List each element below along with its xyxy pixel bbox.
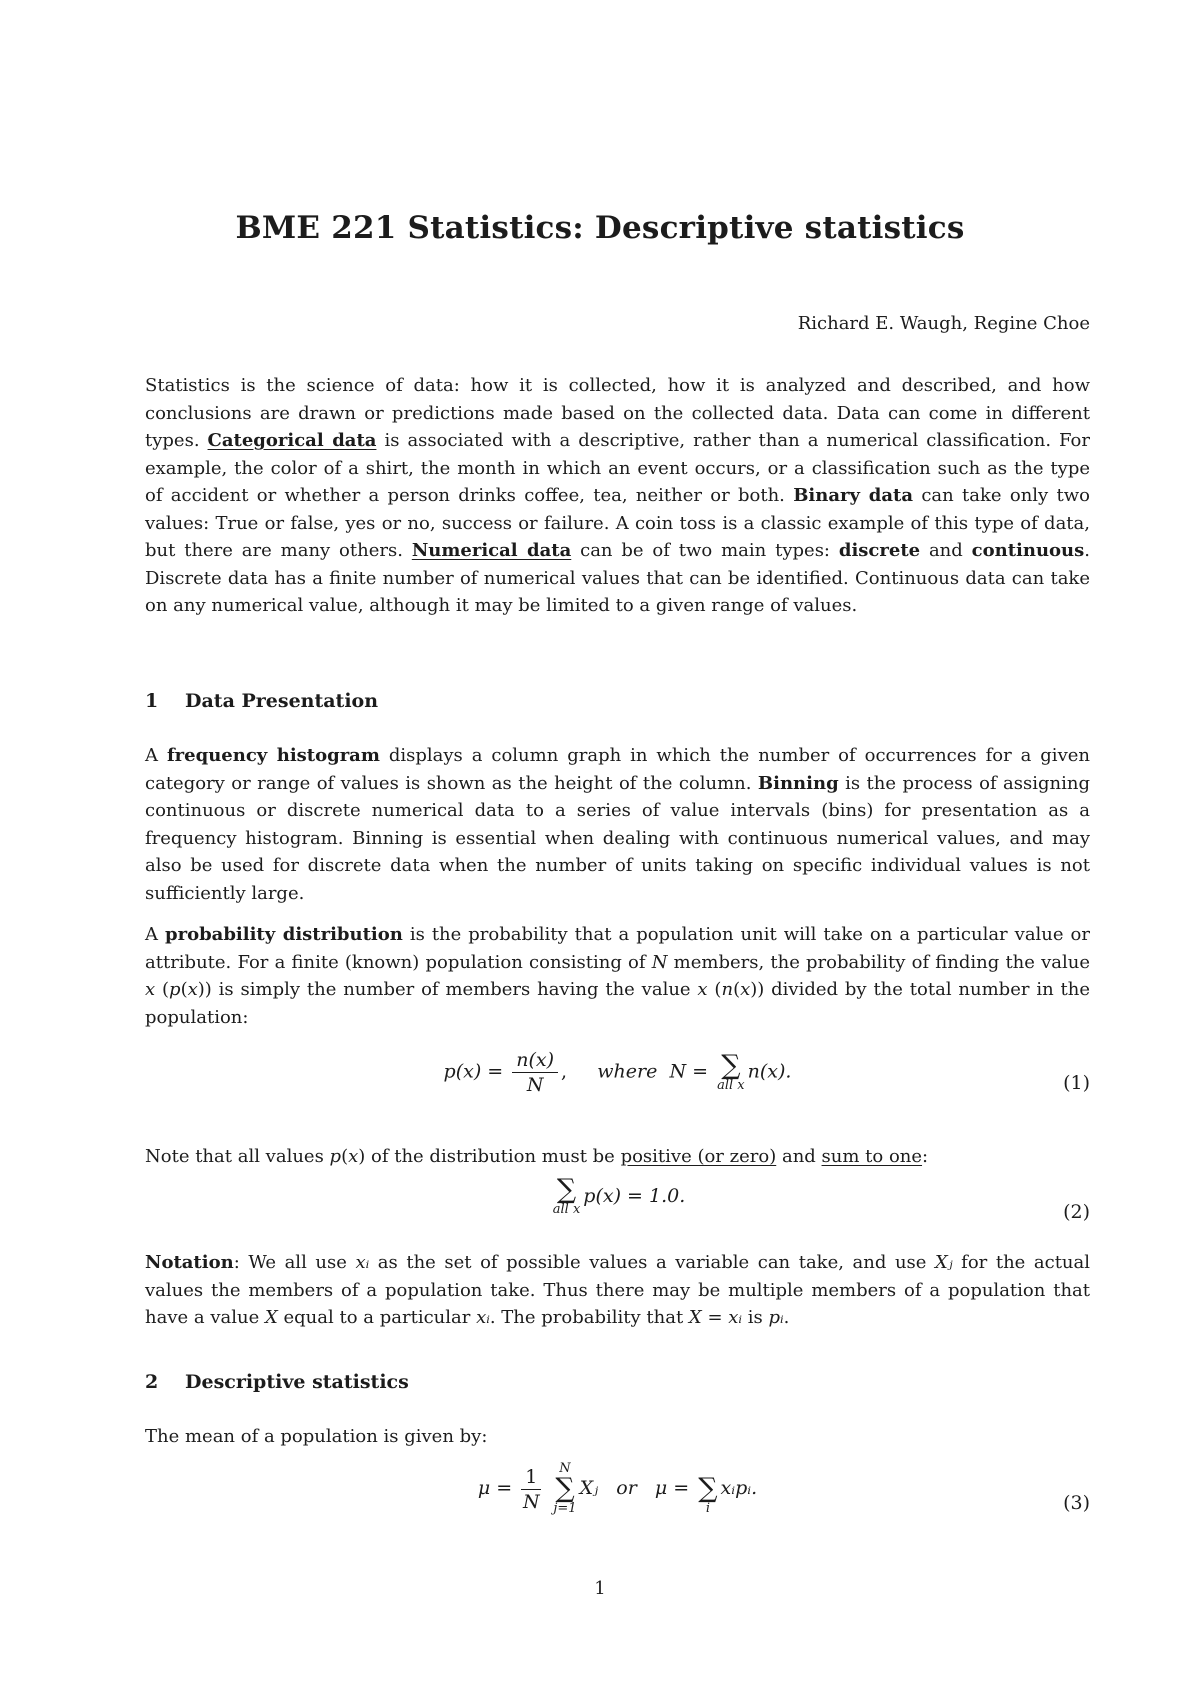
text-run: ( bbox=[733, 979, 741, 1000]
text-run: A bbox=[145, 924, 165, 945]
section-1-heading bbox=[145, 690, 378, 712]
section-2-heading bbox=[145, 1371, 409, 1393]
text-run: )) is simply the number of members having the value bbox=[197, 979, 698, 1000]
text-run: xᵢ bbox=[355, 1252, 370, 1273]
document-title: BME 221 Statistics: Descriptive statistics bbox=[235, 210, 965, 246]
text-run: ( bbox=[707, 979, 722, 1000]
probability-paragraph bbox=[145, 921, 1090, 1031]
text-run: discrete bbox=[838, 540, 921, 561]
eq3-sum-2: ∑ i bbox=[698, 1473, 718, 1516]
text-run: displays a column graph in which the number of occurrences for a given category or range of values is shown as the height of the column. bbox=[145, 745, 1090, 794]
text-run: is bbox=[742, 1307, 769, 1328]
authors: Richard E. Waugh, Regine Choe bbox=[797, 313, 1090, 334]
text-run: Binning bbox=[757, 772, 839, 794]
eq2-number: (2) bbox=[1063, 1201, 1090, 1223]
text-run: )) divided by the total number in the population: bbox=[145, 979, 1090, 1028]
note-paragraph bbox=[145, 1143, 1090, 1171]
histogram-paragraph bbox=[145, 742, 1090, 907]
text-run: Numerical data bbox=[411, 540, 572, 561]
eq3-sum: N ∑ j=1 bbox=[553, 1461, 577, 1516]
text-run: as the set of possible values a variable can take, and use bbox=[369, 1252, 936, 1273]
text-run: can be of two main types: bbox=[571, 540, 839, 561]
section-title: Descriptive statistics bbox=[185, 1371, 409, 1393]
section-number: 1 bbox=[145, 690, 159, 712]
text-run: xᵢ bbox=[728, 1307, 743, 1328]
text-run: : We all use bbox=[233, 1252, 356, 1273]
text-run: Statistics is the science of data: how it is collected, how it is analyzed and described, and how conclusions are drawn or predictions made based on the collected data. Data can come in different types. bbox=[145, 375, 1090, 451]
text-run: x bbox=[740, 979, 751, 1000]
text-run: Categorical data bbox=[207, 430, 377, 451]
text-run: = bbox=[701, 1307, 729, 1328]
text-run: equal to a particular bbox=[277, 1307, 477, 1328]
eq2-sum: ∑ all x bbox=[552, 1174, 581, 1217]
section-number: 2 bbox=[145, 1371, 159, 1393]
eq1-number: (1) bbox=[1063, 1072, 1090, 1094]
mean-paragraph: The mean of a population is given by: bbox=[145, 1426, 488, 1447]
text-run: sum to one bbox=[821, 1146, 923, 1167]
text-run: : bbox=[922, 1146, 929, 1167]
text-run: x bbox=[348, 1146, 359, 1167]
section-title: Data Presentation bbox=[185, 690, 379, 712]
text-run: ( bbox=[341, 1146, 349, 1167]
text-run: p bbox=[329, 1146, 342, 1167]
text-run: . Discrete data has a finite number of numerical values that can be identified. Continuous data can take on any numerical value, although it may be limited to a given range of values. bbox=[145, 540, 1090, 616]
text-run: Notation bbox=[145, 1252, 234, 1273]
equation-2: ∑ all x p(x) = 1.0. (2) bbox=[552, 1174, 1090, 1223]
text-run: and bbox=[920, 540, 972, 561]
text-run: probability distribution bbox=[165, 924, 403, 945]
text-run: ( bbox=[155, 979, 170, 1000]
eq3-fraction: $\frac{1}{N}$ bbox=[522, 1465, 540, 1513]
text-run: pᵢ bbox=[768, 1307, 784, 1328]
text-run: x bbox=[145, 979, 156, 1000]
text-run: . The probability that bbox=[489, 1307, 689, 1328]
text-run: frequency histogram bbox=[166, 745, 380, 766]
eq3-number: (3) bbox=[1063, 1492, 1090, 1514]
text-run: x bbox=[187, 979, 198, 1000]
text-run: X bbox=[264, 1307, 278, 1328]
text-run: continuous bbox=[971, 540, 1085, 561]
text-run: ) of the distribution must be bbox=[358, 1146, 621, 1167]
text-run: ( bbox=[180, 979, 188, 1000]
notation-paragraph bbox=[145, 1249, 1090, 1332]
intro-paragraph bbox=[145, 372, 1090, 620]
eq1-where: where bbox=[597, 1060, 658, 1083]
text-run: p bbox=[169, 979, 181, 1000]
text-run: X bbox=[688, 1307, 702, 1328]
eq1-lhs: p(x) = bbox=[443, 1060, 504, 1083]
eq1-sum: ∑ all x bbox=[717, 1049, 745, 1093]
equation-1: p(x) = $\frac{n(x)}{N}$ , where N = ∑ all x n(x). (1) bbox=[443, 1049, 1090, 1096]
text-run: is associated with a descriptive, rather than a numerical classification. For example, the color of a shirt, the month in which an event occurs, or a classification such as the type of accident or whether a person drinks coffee, tea, neither or both. bbox=[145, 430, 1090, 506]
text-run: for the actual values the members of a population take. Thus there may be multiple members of a population that have a value bbox=[145, 1252, 1091, 1328]
text-run: A bbox=[145, 745, 167, 766]
text-run: x bbox=[697, 979, 708, 1000]
text-run: n bbox=[721, 979, 734, 1000]
text-run: Note that all values bbox=[145, 1146, 330, 1167]
text-run: can take only two values: True or false, yes or no, success or failure. A coin toss is a classic example of this type of data, but there are many others. bbox=[145, 485, 1091, 561]
text-run: Xⱼ bbox=[935, 1252, 953, 1273]
text-run: is the probability that a population unit will take on a particular value or attribute. For a finite (known) population consisting of bbox=[145, 924, 1090, 973]
text-run: and bbox=[776, 1146, 822, 1167]
page-number: 1 bbox=[594, 1578, 606, 1599]
text-run: positive (or zero) bbox=[620, 1146, 777, 1167]
text-run: is the process of assigning continuous or discrete numerical data to a series of value intervals (bins) for presentation as a frequency histogram. Binning is essential when dealing with continuous numerical values, and may also be used for discrete data when the number of units taking on specific individual values is not sufficiently large. bbox=[145, 772, 1091, 904]
text-run: N bbox=[651, 951, 668, 973]
text-run: Binary data bbox=[793, 485, 914, 506]
text-run: members, the probability of finding the value bbox=[667, 951, 1091, 973]
eq1-fraction: $\frac{n(x)}{N}$ bbox=[512, 1048, 558, 1097]
text-run: xᵢ bbox=[476, 1307, 490, 1328]
equation-3: μ = $\frac{1}{N}$ N ∑ j=1 Xⱼ or μ = ∑ i xᵢpᵢ. (3) bbox=[477, 1461, 1090, 1516]
text-run: . bbox=[783, 1307, 790, 1328]
